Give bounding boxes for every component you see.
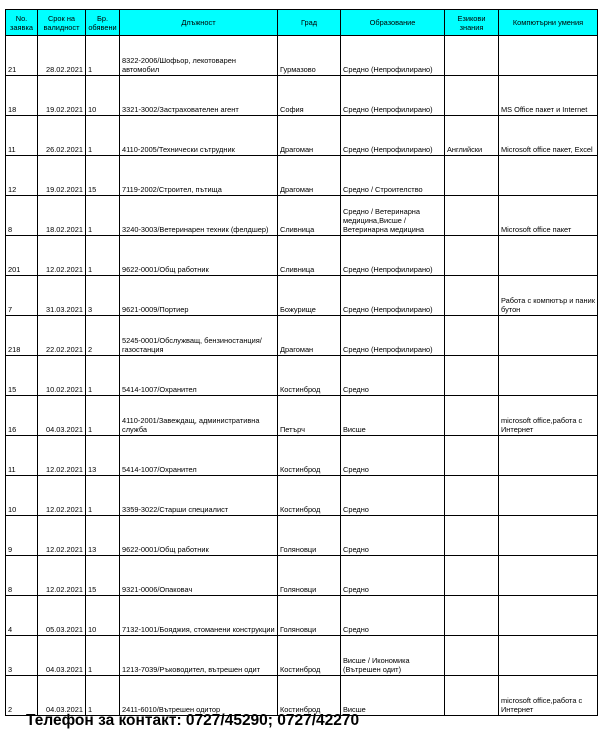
- cell-count: 13: [86, 516, 120, 556]
- cell-computer: MS Office пакет и Internet: [499, 76, 598, 116]
- cell-languages: [445, 356, 499, 396]
- table-row: [6, 476, 598, 516]
- cell-position: 9622-0001/Общ работник: [120, 516, 278, 556]
- cell-no: 15: [6, 356, 38, 396]
- table-row: [6, 196, 598, 236]
- cell-date: 26.02.2021: [38, 116, 86, 156]
- cell-date: 19.02.2021: [38, 76, 86, 116]
- cell-education: Средно / Ветеринарна медицина,Висше / Ветеринарна медицина: [341, 196, 445, 236]
- cell-city: Драгоман: [278, 316, 341, 356]
- table-row: [6, 36, 598, 76]
- cell-date: 28.02.2021: [38, 36, 86, 76]
- cell-city: Костинброд: [278, 636, 341, 676]
- cell-position: 8322-2006/Шофьор, лекотоварен автомобил: [120, 36, 278, 76]
- cell-languages: [445, 36, 499, 76]
- column-header: Срок на валидност: [38, 10, 86, 36]
- table-row: [6, 356, 598, 396]
- column-header: Длъжност: [120, 10, 278, 36]
- table-row: [6, 316, 598, 356]
- table-body: [6, 36, 598, 716]
- cell-date: 18.02.2021: [38, 196, 86, 236]
- table-row: [6, 516, 598, 556]
- cell-languages: [445, 476, 499, 516]
- cell-city: Голяновци: [278, 596, 341, 636]
- cell-computer: Microsoft office пакет: [499, 196, 598, 236]
- cell-count: 1: [86, 36, 120, 76]
- cell-count: 15: [86, 156, 120, 196]
- cell-date: 04.03.2021: [38, 636, 86, 676]
- column-header: Образование: [341, 10, 445, 36]
- cell-computer: [499, 316, 598, 356]
- cell-computer: Microsoft office пакет, Excel: [499, 116, 598, 156]
- cell-languages: [445, 76, 499, 116]
- cell-languages: [445, 596, 499, 636]
- cell-no: 8: [6, 556, 38, 596]
- cell-computer: [499, 36, 598, 76]
- cell-city: Драгоман: [278, 116, 341, 156]
- cell-position: 3321-3002/Застрахователен агент: [120, 76, 278, 116]
- cell-city: Костинброд: [278, 476, 341, 516]
- cell-education: Средно: [341, 356, 445, 396]
- cell-languages: [445, 556, 499, 596]
- cell-education: Средно: [341, 476, 445, 516]
- cell-computer: [499, 556, 598, 596]
- cell-no: 8: [6, 196, 38, 236]
- cell-date: 04.03.2021: [38, 676, 86, 716]
- column-header: Компютърни умения: [499, 10, 598, 36]
- cell-languages: Английски: [445, 116, 499, 156]
- table-row: [6, 676, 598, 716]
- cell-languages: [445, 636, 499, 676]
- cell-city: Костинброд: [278, 436, 341, 476]
- cell-languages: [445, 516, 499, 556]
- cell-education: Средно (Непрофилирано): [341, 316, 445, 356]
- cell-date: 12.02.2021: [38, 476, 86, 516]
- cell-count: 1: [86, 356, 120, 396]
- cell-date: 19.02.2021: [38, 156, 86, 196]
- cell-date: 31.03.2021: [38, 276, 86, 316]
- cell-no: 9: [6, 516, 38, 556]
- cell-languages: [445, 156, 499, 196]
- cell-city: Сливница: [278, 236, 341, 276]
- cell-languages: [445, 436, 499, 476]
- cell-no: 11: [6, 116, 38, 156]
- cell-no: 11: [6, 436, 38, 476]
- cell-no: 12: [6, 156, 38, 196]
- cell-count: 1: [86, 476, 120, 516]
- cell-position: 3359-3022/Старши специалист: [120, 476, 278, 516]
- table-row: [6, 236, 598, 276]
- cell-date: 12.02.2021: [38, 436, 86, 476]
- cell-position: 3240-3003/Ветеринарен техник (фелдшер): [120, 196, 278, 236]
- cell-languages: [445, 676, 499, 716]
- cell-computer: [499, 436, 598, 476]
- cell-education: Средно (Непрофилирано): [341, 116, 445, 156]
- cell-education: Средно (Непрофилирано): [341, 276, 445, 316]
- cell-city: Петърч: [278, 396, 341, 436]
- cell-position: 5245-0001/Обслужващ, бензиностанция/газостанция: [120, 316, 278, 356]
- cell-city: Драгоман: [278, 156, 341, 196]
- cell-city: Гурмазово: [278, 36, 341, 76]
- cell-position: 7119-2002/Строител, пътища: [120, 156, 278, 196]
- contact-phone-footer: Телефон за контакт: 0727/45290; 0727/42270: [26, 712, 360, 729]
- cell-count: 10: [86, 596, 120, 636]
- cell-count: 15: [86, 556, 120, 596]
- table-row: [6, 396, 598, 436]
- table-row: [6, 156, 598, 196]
- cell-languages: [445, 196, 499, 236]
- cell-computer: [499, 596, 598, 636]
- cell-position: 1213-7039/Ръководител, вътрешен одит: [120, 636, 278, 676]
- cell-no: 21: [6, 36, 38, 76]
- cell-position: 5414-1007/Охранител: [120, 436, 278, 476]
- cell-languages: [445, 316, 499, 356]
- cell-date: 12.02.2021: [38, 556, 86, 596]
- cell-education: Средно (Непрофилирано): [341, 76, 445, 116]
- cell-computer: Работа с компютър и паник бутон: [499, 276, 598, 316]
- cell-education: Средно (Непрофилирано): [341, 236, 445, 276]
- cell-education: Средно: [341, 556, 445, 596]
- cell-languages: [445, 276, 499, 316]
- cell-count: 1: [86, 116, 120, 156]
- job-listings-table: [5, 9, 598, 716]
- cell-computer: microsoft office,работа с Интернет: [499, 676, 598, 716]
- cell-count: 1: [86, 636, 120, 676]
- cell-education: Средно: [341, 516, 445, 556]
- cell-city: София: [278, 76, 341, 116]
- cell-date: 12.02.2021: [38, 516, 86, 556]
- cell-city: Костинброд: [278, 356, 341, 396]
- cell-education: Средно / Строителство: [341, 156, 445, 196]
- cell-date: 10.02.2021: [38, 356, 86, 396]
- cell-date: 12.02.2021: [38, 236, 86, 276]
- cell-position: 9321-0006/Опаковач: [120, 556, 278, 596]
- cell-city: Костинброд: [278, 676, 341, 716]
- cell-computer: [499, 476, 598, 516]
- cell-count: 13: [86, 436, 120, 476]
- cell-position: 7132-1001/Бояджия, стоманени конструкции: [120, 596, 278, 636]
- cell-count: 3: [86, 276, 120, 316]
- cell-count: 1: [86, 676, 120, 716]
- cell-no: 2: [6, 676, 38, 716]
- table-row: [6, 556, 598, 596]
- cell-position: 4110-2005/Технически сътрудник: [120, 116, 278, 156]
- table-row: [6, 636, 598, 676]
- table-row: [6, 276, 598, 316]
- cell-languages: [445, 236, 499, 276]
- cell-computer: [499, 356, 598, 396]
- cell-no: 3: [6, 636, 38, 676]
- cell-count: 1: [86, 196, 120, 236]
- cell-education: Висше: [341, 676, 445, 716]
- cell-computer: [499, 156, 598, 196]
- column-header: Град: [278, 10, 341, 36]
- table-header-row: [6, 10, 598, 36]
- cell-no: 201: [6, 236, 38, 276]
- cell-no: 16: [6, 396, 38, 436]
- cell-position: 2411-6010/Вътрешен одитор: [120, 676, 278, 716]
- table-row: [6, 76, 598, 116]
- cell-computer: [499, 636, 598, 676]
- table-row: [6, 596, 598, 636]
- cell-computer: [499, 516, 598, 556]
- cell-date: 05.03.2021: [38, 596, 86, 636]
- cell-position: 9621-0009/Портиер: [120, 276, 278, 316]
- column-header: No. заявка: [6, 10, 38, 36]
- cell-city: Голяновци: [278, 556, 341, 596]
- cell-no: 218: [6, 316, 38, 356]
- cell-count: 1: [86, 236, 120, 276]
- cell-city: Голяновци: [278, 516, 341, 556]
- cell-count: 1: [86, 396, 120, 436]
- cell-computer: [499, 236, 598, 276]
- cell-education: Висше: [341, 396, 445, 436]
- cell-date: 22.02.2021: [38, 316, 86, 356]
- table-row: [6, 436, 598, 476]
- column-header: Езикови знания: [445, 10, 499, 36]
- cell-no: 18: [6, 76, 38, 116]
- cell-education: Средно: [341, 596, 445, 636]
- cell-position: 4110-2001/Завеждащ, административна служба: [120, 396, 278, 436]
- cell-education: Средно (Непрофилирано): [341, 36, 445, 76]
- cell-education: Средно: [341, 436, 445, 476]
- cell-computer: microsoft office,работа с Интернет: [499, 396, 598, 436]
- cell-position: 9622-0001/Общ работник: [120, 236, 278, 276]
- cell-count: 2: [86, 316, 120, 356]
- cell-no: 7: [6, 276, 38, 316]
- column-header: Бр. обявени: [86, 10, 120, 36]
- cell-languages: [445, 396, 499, 436]
- cell-city: Сливница: [278, 196, 341, 236]
- cell-date: 04.03.2021: [38, 396, 86, 436]
- cell-no: 4: [6, 596, 38, 636]
- cell-count: 10: [86, 76, 120, 116]
- cell-city: Божурище: [278, 276, 341, 316]
- cell-education: Висше / Икономика (Вътрешен одит): [341, 636, 445, 676]
- cell-position: 5414-1007/Охранител: [120, 356, 278, 396]
- table-row: [6, 116, 598, 156]
- cell-no: 10: [6, 476, 38, 516]
